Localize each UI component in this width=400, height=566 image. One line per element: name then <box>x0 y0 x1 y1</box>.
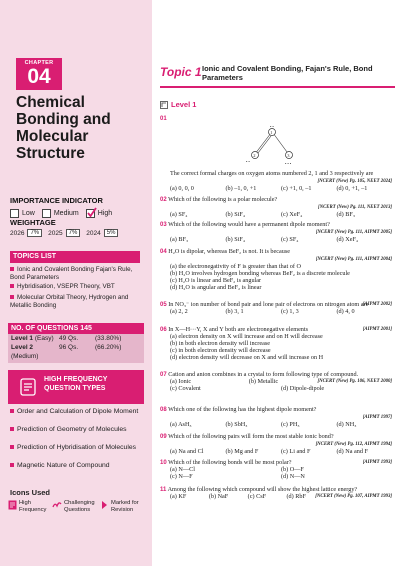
icons-used-heading: Icons Used <box>10 488 51 497</box>
question-9: 09 Which of the following pairs will form the most stable ionic bond? [NCERT (New) Pg. 112, AIPMT 1994] (a) Na and Cl (b) Mg and F (c) Li and F (d) Na and F <box>160 433 392 455</box>
high-frequency-box <box>8 370 144 404</box>
importance-indicator <box>10 209 112 218</box>
hf-item: Prediction of Geometry of Molecules <box>10 426 144 435</box>
legend-high-frequency: High Frequency <box>8 500 46 513</box>
high-frequency-icon <box>8 500 17 510</box>
chapter-sidebar <box>0 0 152 566</box>
bookmark-icon <box>160 101 168 109</box>
weightage-pct: 7% <box>27 229 42 237</box>
chapter-title <box>16 94 146 162</box>
importance-heading: IMPORTANCE INDICATOR <box>10 196 103 205</box>
question-11: 11 Among the following which compound will show the highest lattice energy? [NCERT (New) Pg. 107, AIPMT 1993] (a) KF (b) NaF (c) CsF (d) RbF <box>160 486 392 500</box>
topic-item: Ionic and Covalent Bonding Fajan's Rule, Bond Parameters <box>10 266 133 281</box>
question-3: 03 Which of the following would have a permanent dipole moment? [NCERT (New) Pg. 111, AIPMT 2005] (a) BF₃ (b) SiF₄ (c) SF₄ (d) XeF₄ <box>160 221 392 243</box>
chapter-title-line: Chemical <box>16 94 85 111</box>
hf-item: Magnetic Nature of Compound <box>10 462 144 471</box>
question-options: (a) 0, 0, 0 (b) –1, 0, +1 (c) +1, 0, –1 (d) 0, +1, –1 <box>170 184 368 192</box>
chapter-badge <box>16 58 62 90</box>
questions-page <box>152 0 400 566</box>
weightage-year: 2025 <box>48 229 63 237</box>
question-stem: The correct formal charges on oxygen atoms numbered 2, 1 and 3 respectively are <box>170 170 374 177</box>
medium-checkbox <box>42 209 51 218</box>
topic-item: Molecular Orbital Theory, Hydrogen and Metallic Bonding <box>10 294 129 309</box>
questions-row: Level 2 (Medium) 96 Qs. (66.20%) <box>11 344 122 360</box>
question-10: 10 Which of the following bonds will be most polar? [AIPMT 1993] (a) N—Cl (b) O—F (c) N—F (d) N—N <box>160 459 392 480</box>
legend-revision: Marked for Revision <box>100 500 139 513</box>
high-checkbox <box>86 209 95 218</box>
checkmark-icon <box>86 207 97 218</box>
topic-title: Ionic and Covalent Bonding, Fajan's Rule, Bond Parameters <box>202 64 373 82</box>
chapter-title-line: Bonding and <box>16 111 111 128</box>
weightage-pct: 5% <box>104 229 119 237</box>
question-1 <box>160 171 392 193</box>
weightage-heading: WEIGHTAGE <box>10 218 56 227</box>
question-6: 06 In X—H···Y, X and Y both are electronegative elements [AIPMT 2001] (a) electron density on X will increase and on H will decrease (b) in both electron density will increase (c) in both electron density will decrease (d) electron density will decrease on X and will increase on H <box>160 326 392 361</box>
revision-icon <box>100 500 109 510</box>
legend-challenging: Challenging Questions <box>52 500 95 513</box>
challenging-icon <box>52 500 62 510</box>
weightage-pct: 7% <box>66 229 81 237</box>
medium-label: Medium <box>53 210 79 217</box>
high-frequency-list <box>8 404 144 478</box>
weightage-year: 2026 <box>10 229 25 237</box>
question-7: 07 Cation and anion combines in a crystal to form following type of compound. [NCERT (New) Pg. 106, NEET 2000] (a) Ionic (b) Metallic (c) Covalent (d) Dipole-dipole <box>160 371 392 392</box>
high-frequency-icon <box>20 378 36 396</box>
hf-item: Prediction of Hybridisation of Molecules <box>10 444 144 453</box>
chapter-label: CHAPTER <box>24 60 54 66</box>
chapter-title-line: Structure <box>16 145 85 162</box>
level-heading: Level 1 <box>160 100 196 109</box>
topic-badge: Topic 1 <box>160 65 202 79</box>
high-label: High <box>97 210 113 217</box>
svg-text:• • •: • • • <box>285 161 292 166</box>
question-number: 01 <box>160 116 167 122</box>
divider <box>160 86 395 88</box>
questions-row: Level 1 (Easy) 49 Qs. (33.80%) <box>11 335 122 342</box>
question-8: 08 Which one of the following has the highest dipole moment? [AIPMT 1997] (a) AsH₃ (b) SbH₃ (c) PH₃ (d) NH₃ <box>160 406 392 428</box>
high-frequency-heading: HIGH FREQUENCY QUESTION TYPES <box>44 376 108 392</box>
low-checkbox <box>10 209 19 218</box>
atom-label: 1 <box>270 130 273 135</box>
questions-count-box <box>8 323 144 363</box>
low-label: Low <box>22 210 35 217</box>
question-5: 05 In NO₃⁻ ion number of bond pair and lone pair of electrons on nitrogen atom are [AIPMT 2002] (a) 2, 2 (b) 3, 1 (c) 1, 3 (d) 4, 0 <box>160 301 392 315</box>
weightage-row <box>10 229 118 237</box>
svg-text:• •: • • <box>270 125 274 129</box>
weightage-year: 2024 <box>86 229 101 237</box>
chapter-title-line: Molecular <box>16 128 89 145</box>
atom-label: 2 <box>253 153 256 158</box>
questions-heading: NO. OF QUESTIONS 145 <box>8 323 144 334</box>
question-source: [NCERT (New) Pg. 105, NEET 2024] <box>317 178 392 184</box>
atom-label: 3 <box>287 153 290 158</box>
ozone-structure <box>242 125 302 167</box>
question-4: 04 H₂O is dipolar, whereas BeF₂ is not. It is because [NCERT (New) Pg. 111, AIPMT 2004] (a) the electronegativity of F is greater than that of O (b) H₂O involves hydrogen bonding whereas BeF₂ is a discrete molecule (c) H₂O is linear and BeF₂ is angular (d) H₂O is angular and BeF₂ is linear <box>160 248 392 291</box>
question-2: 02 Which of the following is a polar molecule? [NCERT (New) Pg. 111, NEET 2013] (a) SF₄ (b) SiF₄ (c) XeF₄ (d) BF₃ <box>160 196 392 218</box>
topic-item: Hybridisation, VSEPR Theory, VBT <box>10 283 144 291</box>
svg-text:• •: • • <box>246 159 250 164</box>
chapter-number: 04 <box>27 65 51 88</box>
hf-item: Order and Calculation of Dipole Moment <box>10 408 144 417</box>
topics-heading: TOPICS LIST <box>10 251 140 263</box>
